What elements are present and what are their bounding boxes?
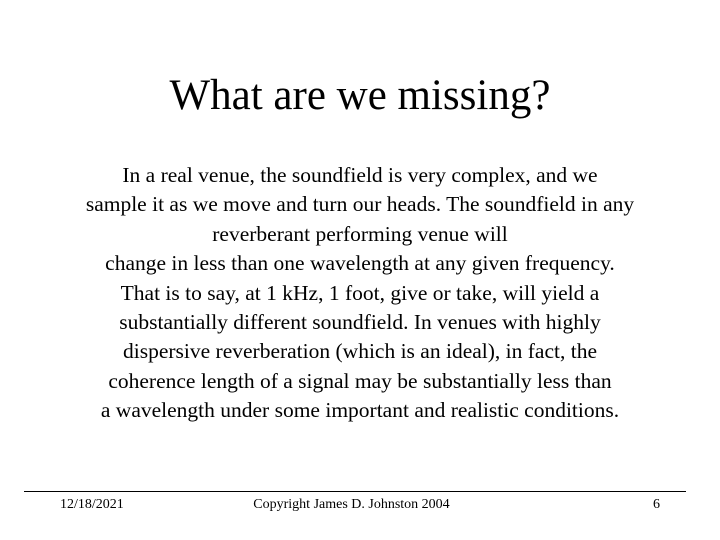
slide-title: What are we missing?	[169, 72, 551, 119]
footer-copyright: Copyright James D. Johnston 2004	[253, 497, 450, 512]
footer-divider	[24, 491, 686, 492]
body-line: a wavelength under some important and realistic conditions.	[100, 398, 620, 423]
slide-body-text	[20, 161, 700, 426]
body-line: change in less than one wavelength at any given frequency.	[105, 251, 615, 276]
footer-page-number: 6	[653, 497, 660, 512]
footer-date: 12/18/2021	[60, 497, 124, 512]
body-line: dispersive reverberation (which is an ideal), in fact, the	[122, 339, 597, 364]
body-line: sample it as we move and turn our heads. The soundfield in any	[85, 192, 635, 217]
body-line: In a real venue, the soundfield is very complex, and we	[122, 163, 598, 187]
body-line: That is to say, at 1 kHz, 1 foot, give or take, will yield a	[120, 280, 600, 305]
body-line: coherence length of a signal may be substantially less than	[108, 368, 612, 393]
body-line: reverberant performing venue will	[212, 221, 508, 246]
body-line: substantially different soundfield. In venues with highly	[119, 310, 601, 335]
